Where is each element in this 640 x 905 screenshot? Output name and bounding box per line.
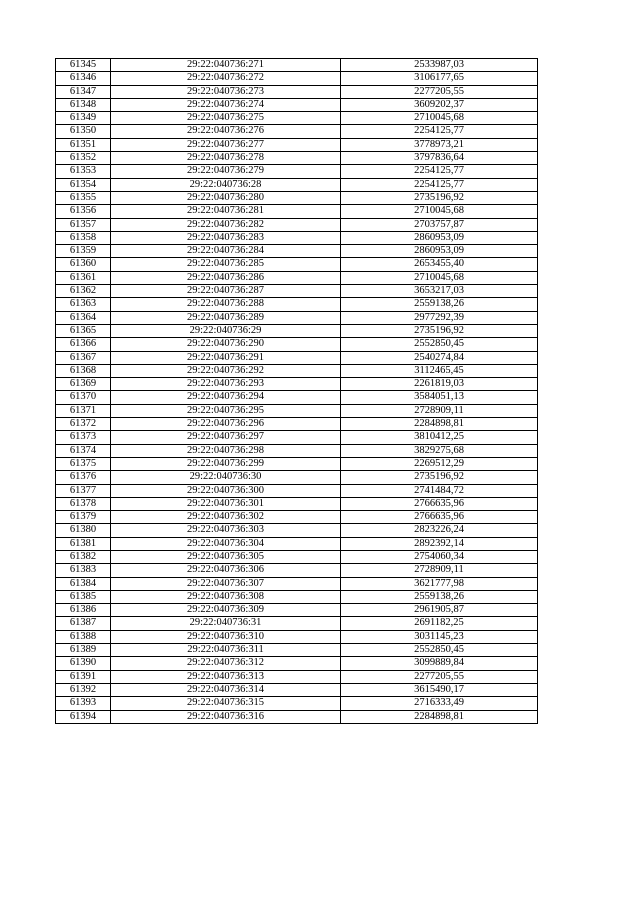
cadastral-number-cell: 29:22:040736:276 — [111, 125, 341, 138]
cadastral-number-cell: 29:22:040736:305 — [111, 550, 341, 563]
cadastral-value-cell: 2735196,92 — [341, 191, 538, 204]
cadastral-value-cell: 3653217,03 — [341, 285, 538, 298]
table-row — [56, 404, 538, 417]
table-row — [56, 511, 538, 524]
row-number-cell: 61372 — [56, 418, 111, 431]
cadastral-value-cell: 3621777,98 — [341, 577, 538, 590]
row-number-cell: 61346 — [56, 72, 111, 85]
cadastral-number-cell: 29:22:040736:300 — [111, 484, 341, 497]
table-row — [56, 152, 538, 165]
table-row — [56, 710, 538, 723]
cadastral-number-cell: 29:22:040736:316 — [111, 710, 341, 723]
table-row — [56, 630, 538, 643]
row-number-cell: 61364 — [56, 311, 111, 324]
table-row — [56, 644, 538, 657]
cadastral-value-cell: 2284898,81 — [341, 418, 538, 431]
cadastral-number-cell: 29:22:040736:290 — [111, 338, 341, 351]
table-row — [56, 457, 538, 470]
cadastral-value-cell: 2277205,55 — [341, 85, 538, 98]
cadastral-number-cell: 29:22:040736:280 — [111, 191, 341, 204]
cadastral-number-cell: 29:22:040736:315 — [111, 697, 341, 710]
table-row — [56, 484, 538, 497]
table-row — [56, 683, 538, 696]
row-number-cell: 61394 — [56, 710, 111, 723]
cadastral-value-cell: 2691182,25 — [341, 617, 538, 630]
cadastral-number-cell: 29:22:040736:310 — [111, 630, 341, 643]
cadastral-value-cell: 2540274,84 — [341, 351, 538, 364]
cadastral-number-cell: 29:22:040736:283 — [111, 231, 341, 244]
cadastral-number-cell: 29:22:040736:301 — [111, 497, 341, 510]
row-number-cell: 61369 — [56, 378, 111, 391]
table-row — [56, 444, 538, 457]
table-row — [56, 617, 538, 630]
cadastral-value-cell: 3099889,84 — [341, 657, 538, 670]
cadastral-number-cell: 29:22:040736:313 — [111, 670, 341, 683]
cadastral-value-cell: 2892392,14 — [341, 537, 538, 550]
row-number-cell: 61353 — [56, 165, 111, 178]
row-number-cell: 61382 — [56, 550, 111, 563]
table-row — [56, 524, 538, 537]
cadastral-number-cell: 29:22:040736:288 — [111, 298, 341, 311]
row-number-cell: 61388 — [56, 630, 111, 643]
cadastral-value-cell: 2277205,55 — [341, 670, 538, 683]
cadastral-value-cell: 2261819,03 — [341, 378, 538, 391]
cadastral-number-cell: 29:22:040736:279 — [111, 165, 341, 178]
table-row — [56, 271, 538, 284]
cadastral-number-cell: 29:22:040736:29 — [111, 324, 341, 337]
cadastral-value-cell: 2728909,11 — [341, 564, 538, 577]
table-row — [56, 697, 538, 710]
table-row — [56, 364, 538, 377]
row-number-cell: 61377 — [56, 484, 111, 497]
table-row — [56, 59, 538, 72]
cadastral-number-cell: 29:22:040736:297 — [111, 431, 341, 444]
cadastral-number-cell: 29:22:040736:284 — [111, 245, 341, 258]
table-row — [56, 205, 538, 218]
row-number-cell: 61376 — [56, 471, 111, 484]
cadastral-value-cell: 2254125,77 — [341, 165, 538, 178]
cadastral-value-cell: 2766635,96 — [341, 511, 538, 524]
table-row — [56, 258, 538, 271]
cadastral-value-cell: 2559138,26 — [341, 590, 538, 603]
row-number-cell: 61387 — [56, 617, 111, 630]
cadastral-number-cell: 29:22:040736:314 — [111, 683, 341, 696]
cadastral-number-cell: 29:22:040736:271 — [111, 59, 341, 72]
row-number-cell: 61363 — [56, 298, 111, 311]
cadastral-value-cell: 3829275,68 — [341, 444, 538, 457]
table-row — [56, 657, 538, 670]
cadastral-value-cell: 2710045,68 — [341, 205, 538, 218]
cadastral-number-cell: 29:22:040736:304 — [111, 537, 341, 550]
table-row — [56, 85, 538, 98]
cadastral-value-cell: 2559138,26 — [341, 298, 538, 311]
cadastral-value-cell: 2269512,29 — [341, 457, 538, 470]
cadastral-number-cell: 29:22:040736:286 — [111, 271, 341, 284]
cadastral-number-cell: 29:22:040736:296 — [111, 418, 341, 431]
row-number-cell: 61367 — [56, 351, 111, 364]
table-row — [56, 178, 538, 191]
row-number-cell: 61357 — [56, 218, 111, 231]
cadastral-value-cell: 2254125,77 — [341, 178, 538, 191]
cadastral-number-cell: 29:22:040736:293 — [111, 378, 341, 391]
cadastral-value-cell: 2653455,40 — [341, 258, 538, 271]
table-row — [56, 218, 538, 231]
cadastral-number-cell: 29:22:040736:298 — [111, 444, 341, 457]
table-row — [56, 285, 538, 298]
row-number-cell: 61389 — [56, 644, 111, 657]
row-number-cell: 61351 — [56, 138, 111, 151]
cadastral-number-cell: 29:22:040736:303 — [111, 524, 341, 537]
cadastral-number-cell: 29:22:040736:291 — [111, 351, 341, 364]
table-row — [56, 418, 538, 431]
row-number-cell: 61371 — [56, 404, 111, 417]
cadastral-value-cell: 2860953,09 — [341, 231, 538, 244]
row-number-cell: 61375 — [56, 457, 111, 470]
table-row — [56, 298, 538, 311]
cadastral-value-cell: 2716333,49 — [341, 697, 538, 710]
row-number-cell: 61366 — [56, 338, 111, 351]
row-number-cell: 61362 — [56, 285, 111, 298]
cadastral-value-cell: 3810412,25 — [341, 431, 538, 444]
cadastral-value-table — [55, 58, 538, 724]
cadastral-value-cell: 2766635,96 — [341, 497, 538, 510]
table-row — [56, 471, 538, 484]
cadastral-value-cell: 3778973,21 — [341, 138, 538, 151]
cadastral-number-cell: 29:22:040736:292 — [111, 364, 341, 377]
table-row — [56, 165, 538, 178]
row-number-cell: 61352 — [56, 152, 111, 165]
cadastral-value-cell: 3106177,65 — [341, 72, 538, 85]
table-row — [56, 431, 538, 444]
table-row — [56, 125, 538, 138]
cadastral-number-cell: 29:22:040736:294 — [111, 391, 341, 404]
row-number-cell: 61385 — [56, 590, 111, 603]
row-number-cell: 61391 — [56, 670, 111, 683]
table-row — [56, 72, 538, 85]
cadastral-number-cell: 29:22:040736:311 — [111, 644, 341, 657]
row-number-cell: 61365 — [56, 324, 111, 337]
cadastral-number-cell: 29:22:040736:28 — [111, 178, 341, 191]
table-row — [56, 338, 538, 351]
row-number-cell: 61345 — [56, 59, 111, 72]
cadastral-value-cell: 3031145,23 — [341, 630, 538, 643]
table-row — [56, 245, 538, 258]
table-row — [56, 391, 538, 404]
cadastral-number-cell: 29:22:040736:299 — [111, 457, 341, 470]
cadastral-value-cell: 2254125,77 — [341, 125, 538, 138]
row-number-cell: 61360 — [56, 258, 111, 271]
cadastral-number-cell: 29:22:040736:295 — [111, 404, 341, 417]
cadastral-number-cell: 29:22:040736:272 — [111, 72, 341, 85]
cadastral-number-cell: 29:22:040736:31 — [111, 617, 341, 630]
cadastral-number-cell: 29:22:040736:285 — [111, 258, 341, 271]
table-row — [56, 670, 538, 683]
cadastral-value-cell: 2977292,39 — [341, 311, 538, 324]
cadastral-number-cell: 29:22:040736:282 — [111, 218, 341, 231]
cadastral-number-cell: 29:22:040736:275 — [111, 112, 341, 125]
table-row — [56, 590, 538, 603]
table-row — [56, 351, 538, 364]
cadastral-number-cell: 29:22:040736:277 — [111, 138, 341, 151]
row-number-cell: 61370 — [56, 391, 111, 404]
table-body — [56, 59, 538, 724]
table-row — [56, 550, 538, 563]
row-number-cell: 61392 — [56, 683, 111, 696]
table-row — [56, 577, 538, 590]
row-number-cell: 61356 — [56, 205, 111, 218]
cadastral-value-cell: 2710045,68 — [341, 271, 538, 284]
cadastral-value-cell: 2860953,09 — [341, 245, 538, 258]
row-number-cell: 61386 — [56, 604, 111, 617]
cadastral-number-cell: 29:22:040736:274 — [111, 98, 341, 111]
row-number-cell: 61359 — [56, 245, 111, 258]
row-number-cell: 61379 — [56, 511, 111, 524]
cadastral-value-cell: 3112465,45 — [341, 364, 538, 377]
cadastral-value-cell: 2552850,45 — [341, 338, 538, 351]
table-row — [56, 311, 538, 324]
row-number-cell: 61348 — [56, 98, 111, 111]
cadastral-value-cell: 2961905,87 — [341, 604, 538, 617]
cadastral-number-cell: 29:22:040736:312 — [111, 657, 341, 670]
row-number-cell: 61393 — [56, 697, 111, 710]
cadastral-number-cell: 29:22:040736:309 — [111, 604, 341, 617]
cadastral-number-cell: 29:22:040736:308 — [111, 590, 341, 603]
table-row — [56, 604, 538, 617]
cadastral-value-cell: 2533987,03 — [341, 59, 538, 72]
cadastral-value-cell: 3797836,64 — [341, 152, 538, 165]
row-number-cell: 61355 — [56, 191, 111, 204]
cadastral-number-cell: 29:22:040736:287 — [111, 285, 341, 298]
cadastral-value-cell: 2552850,45 — [341, 644, 538, 657]
row-number-cell: 61347 — [56, 85, 111, 98]
cadastral-value-cell: 2284898,81 — [341, 710, 538, 723]
cadastral-number-cell: 29:22:040736:278 — [111, 152, 341, 165]
row-number-cell: 61384 — [56, 577, 111, 590]
row-number-cell: 61381 — [56, 537, 111, 550]
table-row — [56, 98, 538, 111]
table-row — [56, 112, 538, 125]
cadastral-value-cell: 2823226,24 — [341, 524, 538, 537]
row-number-cell: 61349 — [56, 112, 111, 125]
cadastral-value-cell: 2728909,11 — [341, 404, 538, 417]
row-number-cell: 61373 — [56, 431, 111, 444]
cadastral-value-cell: 2735196,92 — [341, 324, 538, 337]
table-row — [56, 324, 538, 337]
row-number-cell: 61350 — [56, 125, 111, 138]
cadastral-number-cell: 29:22:040736:302 — [111, 511, 341, 524]
table-row — [56, 378, 538, 391]
cadastral-number-cell: 29:22:040736:273 — [111, 85, 341, 98]
cadastral-number-cell: 29:22:040736:306 — [111, 564, 341, 577]
table-row — [56, 191, 538, 204]
table-row — [56, 497, 538, 510]
cadastral-value-cell: 3584051,13 — [341, 391, 538, 404]
row-number-cell: 61354 — [56, 178, 111, 191]
row-number-cell: 61368 — [56, 364, 111, 377]
cadastral-value-cell: 2710045,68 — [341, 112, 538, 125]
table-row — [56, 231, 538, 244]
cadastral-number-cell: 29:22:040736:30 — [111, 471, 341, 484]
cadastral-value-cell: 2703757,87 — [341, 218, 538, 231]
table-row — [56, 564, 538, 577]
row-number-cell: 61390 — [56, 657, 111, 670]
row-number-cell: 61383 — [56, 564, 111, 577]
table-row — [56, 138, 538, 151]
row-number-cell: 61361 — [56, 271, 111, 284]
row-number-cell: 61380 — [56, 524, 111, 537]
cadastral-number-cell: 29:22:040736:307 — [111, 577, 341, 590]
table-row — [56, 537, 538, 550]
cadastral-value-cell: 3609202,37 — [341, 98, 538, 111]
cadastral-number-cell: 29:22:040736:289 — [111, 311, 341, 324]
cadastral-value-cell: 3615490,17 — [341, 683, 538, 696]
cadastral-number-cell: 29:22:040736:281 — [111, 205, 341, 218]
row-number-cell: 61358 — [56, 231, 111, 244]
cadastral-value-cell: 2754060,34 — [341, 550, 538, 563]
cadastral-value-cell: 2735196,92 — [341, 471, 538, 484]
cadastral-value-cell: 2741484,72 — [341, 484, 538, 497]
row-number-cell: 61374 — [56, 444, 111, 457]
row-number-cell: 61378 — [56, 497, 111, 510]
